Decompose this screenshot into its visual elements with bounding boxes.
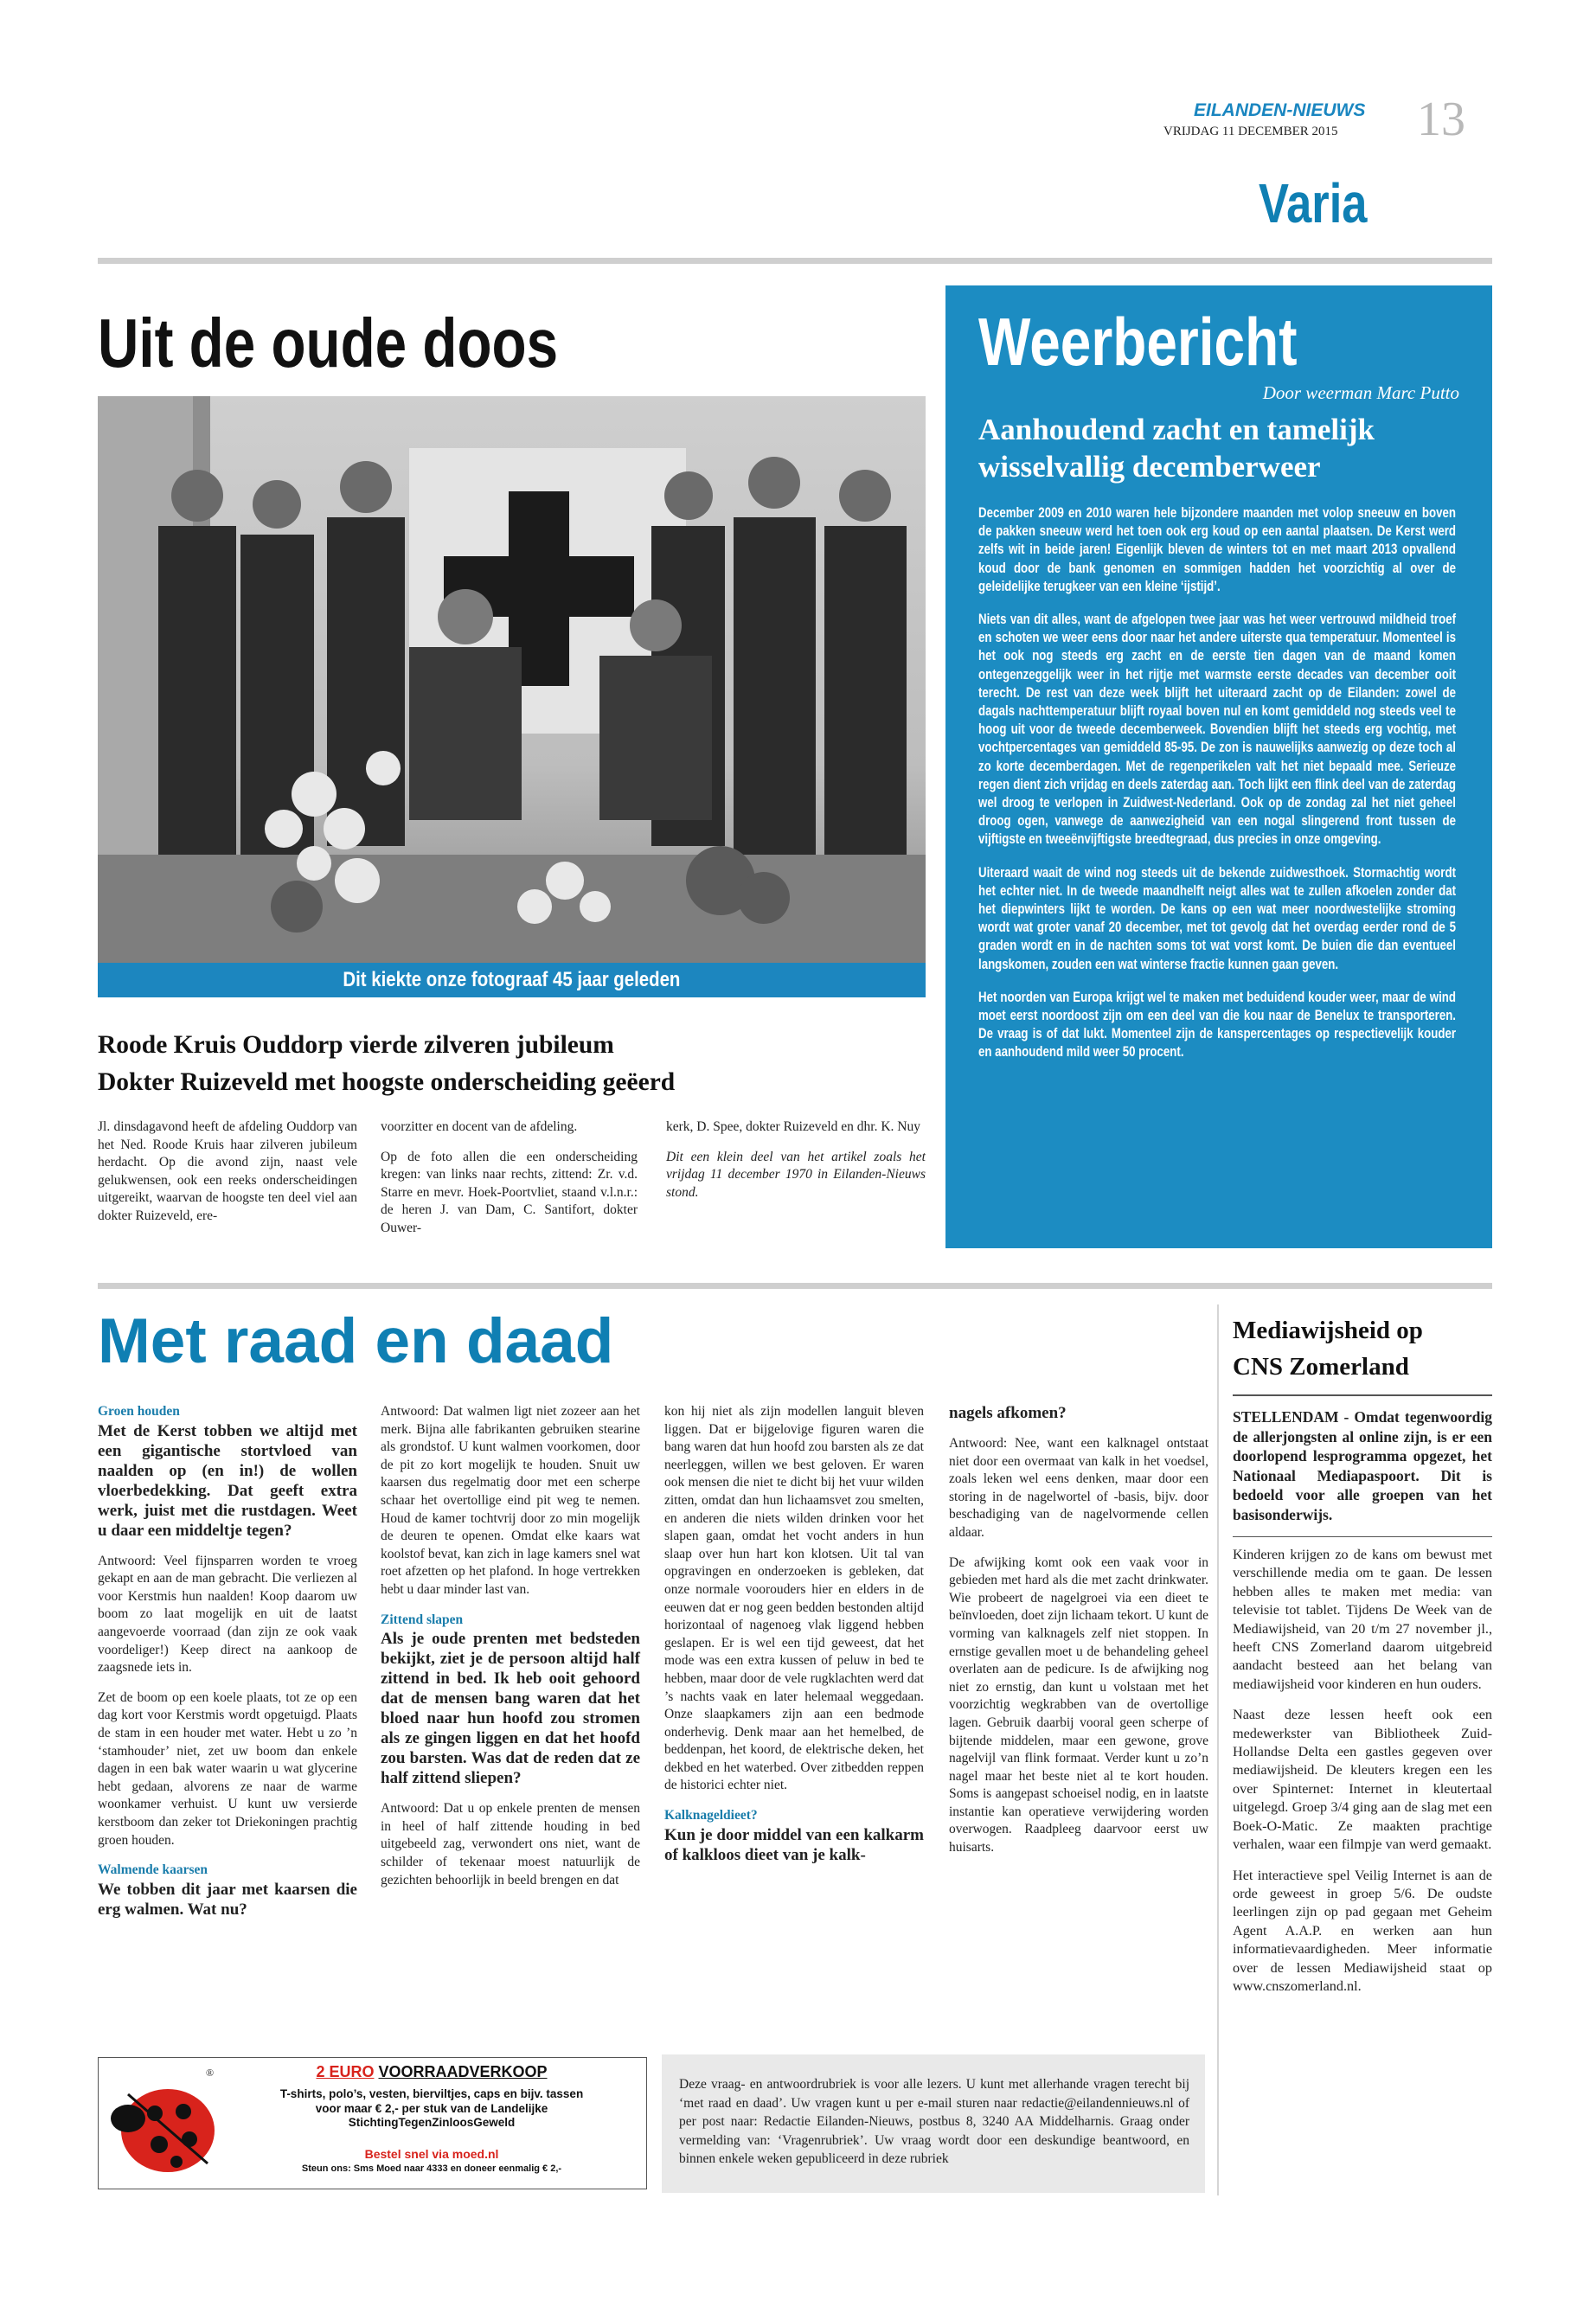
issue-date: VRIJDAG 11 DECEMBER 2015 xyxy=(1163,125,1338,138)
weather-byline: Door weerman Marc Putto xyxy=(1262,382,1459,403)
raad-a-groen-1: Antwoord: Veel fijnsparren worden te vroeg gekapt en aan de man gebracht. Die verliezen al voor Kerstmis hun naalden! Koop daarom uw boom zo laat mogelijk en uit de laatst aangevoerde voorraad (dan zijn ze ook vaak voordeliger!) Keep direct na aankoop de zaagsnede iets in. xyxy=(98,1553,357,1676)
media-p3: Het interactieve spel Veilig Internet is aan de orde geweest in groep 5/6. De oudste leerlingen zijn op pad gegaan met Geheim Agent A.A.P. en werken aan hun informatievaardigheden. Meer informatie over de lessen Mediawijsheid staat op www.cnszomerland.nl. xyxy=(1233,1867,1492,1994)
weather-p4: Het noorden van Europa krijgt wel te maken met beduidend kouder weer, maar de wind moet eerst noordoost zijn om een deel van die kou naar de Benelux te transporteren. De vraag is of dat lukt. Momenteel zijn de kanspercentages op respectievelijk kouder en aanhoudend mild weer 50 procent. xyxy=(978,988,1456,1061)
masthead xyxy=(1125,93,1522,154)
raad-q-kalk: Kun je door middel van een kalkarm of kalkloos dieet van je kalk- xyxy=(664,1825,924,1864)
raad-a-slapen: Antwoord: Dat u op enkele prenten de mensen in heel of half zittende houding in bed uitgebeeld zag, verwondert ons niet, want de schilder of tekenaar moest natuurlijk de gezichten behoorlijk in beeld brengen en dat xyxy=(381,1801,640,1888)
raad-col-1 xyxy=(98,1403,357,1932)
media-lead: STELLENDAM - Omdat tegenwoordig de allerjongsten al online zijn, is er een doorlopend lesprogramma opgezet, het Nationaal Mediapaspoort. Dit is bedoeld voor alle groepen van het basisonderwijs. xyxy=(1233,1408,1492,1523)
raad-sub-groen: Groen houden xyxy=(98,1404,180,1419)
oude-doos-col-3 xyxy=(666,1118,926,1214)
archive-photo xyxy=(98,396,926,963)
media-p2: Naast deze lessen heeft ook een medewerkster van Bibliotheek Zuid-Hollandse Delta een gastles gegeven over mediawijsheid. De kleuters kregen een les over Spinternet: Internet in kleutertaal uitgelegd. Groep 3/4 ging aan de slag met een Boek-O-Matic. Ze maakten prachtige verhalen, waar een filmpje van werd gemaakt. xyxy=(1233,1707,1492,1853)
oude-doos-headline-1: Roode Kruis Ouddorp vierde zilveren jubileum xyxy=(98,1031,614,1059)
oude-doos-col-2-a: voorzitter en docent van de afdeling. xyxy=(381,1119,578,1134)
oude-doos-title: Uit de oude doos xyxy=(98,304,559,381)
ad-cta[interactable]: Bestel snel via moed.nl xyxy=(364,2147,499,2161)
raad-q-groen: Met de Kerst tobben we altijd met een gigantische stortvloed van naalden op (en in!) de wollen vloerbedekking. Dat geeft extra werk, juist met die rustdagen. Weet u daar een middeltje tegen? xyxy=(98,1421,357,1540)
raad-a-kaarsen: Antwoord: Dat walmen ligt niet zozeer aan het merk. Bijna alle fabrikanten gebruiken stearine als grondstof. U kunt walmen voorkomen, door de pit zo kort mogelijk te houden. Snuit uw kaarsen dus regelmatig door met een scherpe schaar het overtollige eind pit weg te nemen. Houd de kamer tochtvrij door zo min mogelijk de deuren te openen. Omdat elke kaars wat koolstof bevat, kan zich in lage kamers snel wat roet afzetten op het plafond. In hoge vertrekken hebt u daar minder last van. xyxy=(381,1404,640,1597)
media-title-2: CNS Zomerland xyxy=(1233,1353,1409,1381)
raad-col-4 xyxy=(949,1403,1208,1869)
media-sidebar-divider xyxy=(1217,1304,1219,2195)
raad-a-slapen-cont: kon hij niet als zijn modellen languit bleven liggen. Dat er bijgelovige figuren waren die bang waren dat hun hoofd zou barsten als ze dat neerleggen, willen we best geloven. Er waren ook mensen die niet te dicht bij het vuur wilden zitten, omdat dan hun lichaamsvet zou smelten, en anderen die niets wilden drinken voor het slapen gaan, omdat het vocht anders in hun slaap over hun hart kon klotsen. Uit tal van opgravingen en onderzoeken is gebleken, dat onze normale voorouders hier en elders in de eeuwen dat er nog geen bedden bestonden altijd horizontaal of nagenoeg vlak liggend hebben geslapen. Er is wel een tijd geweest, dat het mode was een extra kussen of peluw in bed te hebben, maar door de vele rugklachten werd dat ’s nachts vaak en later helemaal weggedaan. Onze slaapkamers zijn aan een bedmode onderhevig. Denk maar aan het hemelbed, de beddenpan, het koord, de elektrische deken, het dekbed en het waterbed. Over zitbedden reppen de historici echter niet. xyxy=(664,1404,924,1793)
page-number: 13 xyxy=(1417,93,1465,146)
ladybug-icon xyxy=(107,2068,220,2181)
weather-headline-1: Aanhoudend zacht en tamelijk xyxy=(978,413,1375,446)
ad-body xyxy=(220,2087,644,2131)
media-title-rule xyxy=(1233,1394,1492,1396)
ad-line-1: T-shirts, polo’s, vesten, bierviltjes, caps en bijv. tassen xyxy=(279,2087,584,2100)
raad-col-2 xyxy=(381,1403,640,1901)
oude-doos-col-1-text: Jl. dinsdagavond heeft de afdeling Ouddorp van het Ned. Roode Kruis haar zilveren jubileum herdacht. Op die avond zijn, naast vele gelukwensen, ook een reeks onderscheidingen uitgereikt, waarvan de hoogste ten deel viel aan dokter Ruizeveld, ere- xyxy=(98,1119,357,1223)
mid-rule xyxy=(98,1283,1492,1289)
ad-footer: Steun ons: Sms Moed naar 4333 en doneer eenmalig € 2,- xyxy=(301,2163,562,2174)
raad-a-kalk-2: De afwijking komt ook een vaak voor in gebieden met hard als die met zacht drinkwater. Wie probeert de nagelgroei via een dieet te beïnvloeden, doet zijn lichaam tekort. U kunt de vorming van kalknagels zelf niet stoppen. In ernstige gevallen moet u de behandeling geheel overlaten aan de pedicure. Is de afwijking nog niet zo ernstig, dan kunt u volstaan met het voorzichtig wegkrabben van de overtollige lagen. Gebruik daarbij vooral geen scherpe of bijtende middelen, maar een gewone, grove nagelvijl van flink formaat. Verder kunt u zo’n nagel maar het beste niet al te kort houden. Soms is aangepast schoeisel nodig, en in laatste instantie kan operatieve verwijdering worden overwogen. Raadpleeg daarvoor eerst uw huisarts. xyxy=(949,1554,1208,1856)
ad-line-3: StichtingTegenZinloosGeweld xyxy=(348,2116,516,2129)
ad-line-2: voor maar € 2,- per stuk van de Landelijke xyxy=(315,2101,548,2115)
weather-headline-2: wisselvallig decemberweer xyxy=(978,450,1321,484)
raad-title: Met raad en daad xyxy=(98,1306,614,1376)
oude-doos-col-2 xyxy=(381,1118,638,1250)
media-title-1: Mediawijsheid op xyxy=(1233,1317,1423,1344)
raad-a-kalk-1: Antwoord: Nee, want een kalknagel ontstaat niet door een overmaat van kalk in het voedsel, zoals leken wel eens denken, maar door een storing in de nagelwortel of -basis, bijv. door beschadiging van de nagelvormende cellen aldaar. xyxy=(949,1436,1208,1540)
raad-q-slapen: Als je oude prenten met bedsteden bekijkt, ziet je de persoon altijd half zittend in bed. Ik heb ooit gehoord dat de mensen bang waren dat het bloed naar hun hoofd zou stromen als ze gingen liggen en dat het hoofd zou barsten. Was dat de reden dat ze half zittend sliepen? xyxy=(381,1630,640,1788)
raad-col-3 xyxy=(664,1403,924,1877)
oude-doos-col-3-b: Dit een klein deel van het artikel zoals het vrijdag 11 december 1970 in Eilanden-Nieuws stond. xyxy=(666,1149,926,1200)
raad-sub-slapen: Zittend slapen xyxy=(381,1612,464,1627)
ad-title-rest: VOORRAADVERKOOP xyxy=(378,2063,548,2080)
oude-doos-col-1 xyxy=(98,1118,357,1238)
weather-title: Weerbericht xyxy=(978,304,1298,380)
ad-registered-mark: ® xyxy=(206,2067,215,2079)
raad-sub-kaarsen: Walmende kaarsen xyxy=(98,1862,208,1878)
oude-doos-col-3-a: kerk, D. Spee, dokter Ruizeveld en dhr. K. Nuy xyxy=(666,1119,921,1134)
weather-p2: Niets van dit alles, want de afgelopen twee jaar was het weer vertrouwd mildheid troef en schoten we weer eens door naar het andere uiterste qua temperatuur. Momenteel is het ook nog steeds erg zacht en de eerste tien dagen van de maand komen ontegenzeggelijk weer in het rijtje met warmste eerste decades van december ooit terecht. De rest van deze week blijft het uiteraard zacht op de Eilanden: zowel de dagals nachttemperatuur blijft royaal boven nul en komt gemiddeld nog steeds veel te hoog uit voor de tweede decemberweek. Bovendien blijft het steeds erg vochtig, met vochtpercentages van gemiddeld 85-95. De zon is nauwelijks aanwezig op deze toch al zo korte decemberdagen. Met de regenperikelen valt het niet bepaald mee. Serieuze regen dient zich vrijdag en deels zaterdag aan. Toch lijkt een flink deel van de zaterdag wel droog te verlopen in Zuidwest-Nederland. Ook op de zondag zal het niet geheel droog ogen, vanwege de aanwezigheid van een nogal slingerend front tussen de vijftigste en tweeënvijftigste breedtegraad, dus precies in onze omgeving. xyxy=(978,611,1456,848)
raad-note-box xyxy=(662,2054,1205,2193)
weather-p1: December 2009 en 2010 waren hele bijzondere maanden met volop sneeuw en boven de pakken sneeuw werd het toen ook erg koud op een aantal plaatsen. De Kerst werd zelfs wit in beide jaren! Eigenlijk bleven de winters tot en met maart 2013 opvallend koud door de bank genomen en sommigen hadden het voorzichtig al over de geleidelijke terugkeer van een kleine ‘ijstijd’. xyxy=(978,504,1456,594)
media-p1: Kinderen krijgen zo de kans om bewust met verschillende media om te gaan. De lessen hebben alles te maken met media: van televisie tot tablet. Tijdens De Week van de Mediawijsheid, van 20 t/m 27 november jl., heeft CNS Zomerland daarom uitgebreid aandacht besteed aan het belang van mediawijsheid voor kinderen en hun ouders. xyxy=(1233,1547,1492,1692)
raad-q-kalk-cont: nagels afkomen? xyxy=(949,1404,1067,1422)
raad-sub-kalk: Kalknageldieet? xyxy=(664,1808,758,1823)
ad-title xyxy=(220,2063,644,2081)
ad-title-price: 2 EURO xyxy=(316,2063,375,2080)
photo-caption-text: Dit kiekte onze fotograaf 45 jaar geleden xyxy=(343,968,681,991)
section-title: Varia xyxy=(1259,172,1368,234)
weather-body xyxy=(978,503,1456,1076)
top-rule xyxy=(98,258,1492,264)
oude-doos-headline-2: Dokter Ruizeveld met hoogste onderscheiding geëerd xyxy=(98,1068,676,1096)
moed-ad xyxy=(98,2057,647,2189)
photo-caption-bar xyxy=(98,963,926,997)
weather-p3: Uiteraard waait de wind nog steeds uit de bekende zuidwesthoek. Stormachtig wordt het echter niet. In de tweede maandhelft neigt alles wat te zullen afkoelen zonder dat het diepwinters lijkt te worden. De kans op een wat meer noordwestelijke stroming wordt wat groter vanaf 20 december, met tot gevolg dat het overdag eerder rond de 5 graden wordt en in de nachten soms tot wat vorst komt. De buien die dan eventueel langskomen, zouden een wat winterse fractie kunnen gaan geven. xyxy=(978,863,1456,972)
raad-a-groen-2: Zet de boom op een koele plaats, tot ze op een dag kort voor Kerstmis wordt opgetuigd. Plaats de stam in een houder met water. Hebt u zo ’n ‘stamhouder’ niet, zet uw boom dan enkele dagen in een bak water waarin u wat glycerine hebt gedaan, alvorens ze naar de warme woonkamer verhuist. U kunt uw versierde kerstboom dan zeker tot Driekoningen prachtig groen houden. xyxy=(98,1689,357,1848)
raad-note-text: Deze vraag- en antwoordrubriek is voor alle lezers. U kunt met allerhande vragen terecht bij ‘met raad en daad’. Uw vragen kunt u per e-mail sturen naar redactie@eilandennieuws.nl of per post naar: Redactie Eilanden-Nieuws, postbus 8, 3240 AA Middelharnis. Graag onder vermelding van: ‘Vragenrubriek’. Uw vraag wordt door een deskundige beantwoord, en binnen enkele weken gepubliceerd in deze rubriek xyxy=(679,2077,1189,2166)
media-body xyxy=(1233,1407,1492,2008)
oude-doos-col-2-b: Op de foto allen die een onderscheiding kregen: van links naar rechts, zittend: Zr. v.d. Starre en mevr. Hoek-Poortvliet, staand v.l.n.r.: de heren J. van Dam, C. Santifort, dokter Ouwer- xyxy=(381,1149,638,1235)
weather-box xyxy=(945,285,1492,1248)
raad-q-kaarsen: We tobben dit jaar met kaarsen die erg walmen. Wat nu? xyxy=(98,1880,357,1919)
media-lead-rule xyxy=(1233,1536,1492,1537)
paper-name: EILANDEN-NIEUWS xyxy=(1194,100,1366,120)
